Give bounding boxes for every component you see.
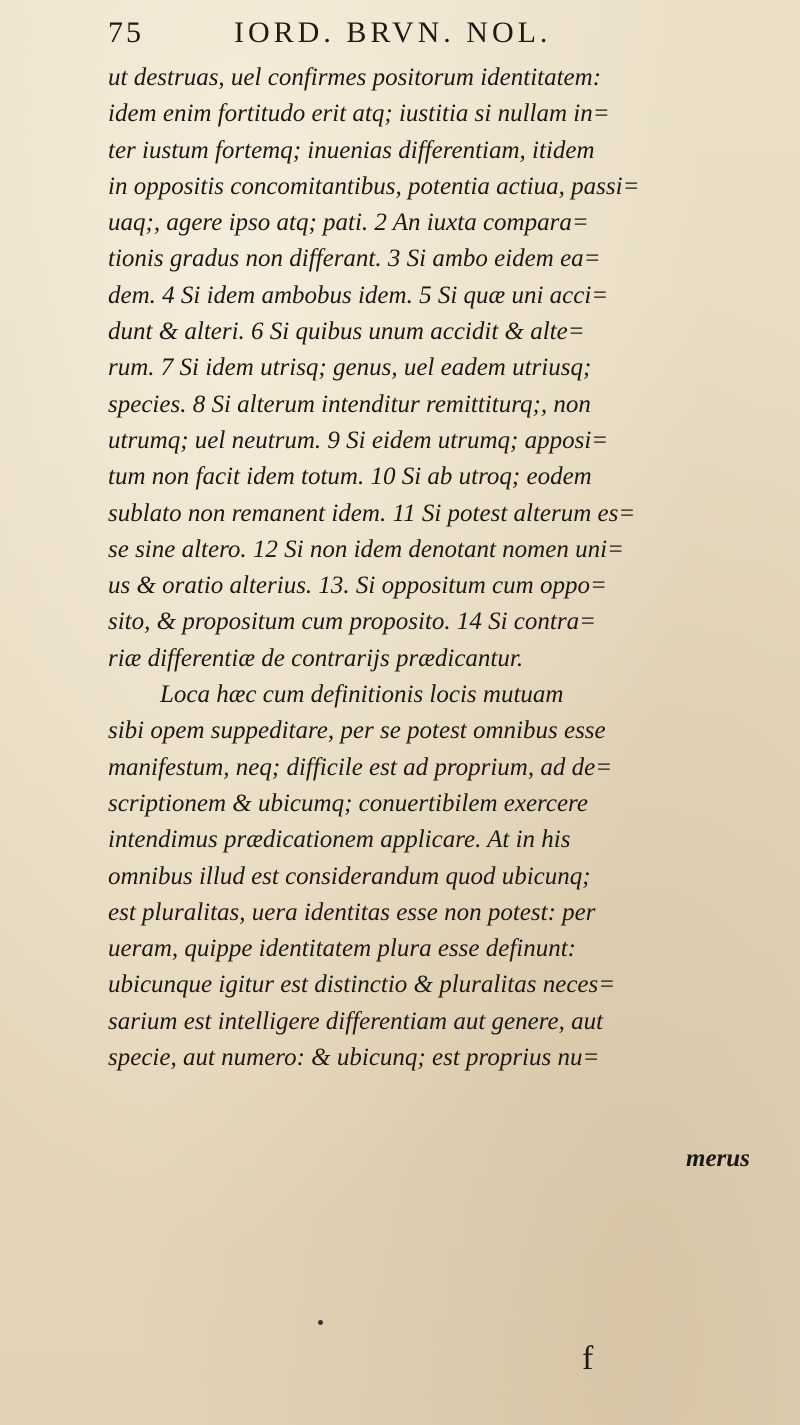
text-line: se sine altero. 12 Si non idem denotant nomen uni= — [108, 535, 624, 563]
text-line: ut destruas, uel confirmes positorum identitatem: — [108, 64, 602, 91]
page-header — [108, 16, 748, 56]
text-line: Loca hæc cum definitionis locis mutuam — [160, 681, 564, 709]
catchword: merus — [686, 1145, 750, 1172]
text-line: riæ differentiæ de contrarijs prædicantur. — [108, 644, 524, 672]
text-line: specie, aut numero: & ubicunq; est proprius nu= — [108, 1044, 600, 1072]
text-line: dem. 4 Si idem ambobus idem. 5 Si quæ uni acci= — [108, 281, 609, 309]
text-line: ueram, quippe identitatem plura esse definunt: — [108, 935, 576, 963]
text-line: rum. 7 Si idem utrisq; genus, uel eadem utriusq; — [108, 354, 592, 382]
text-line: us & oratio alterius. 13. Si oppositum cum oppo= — [108, 572, 607, 600]
text-line: idem enim fortitudo erit atq; iustitia si nullam in= — [108, 100, 610, 128]
ink-speck — [318, 1320, 323, 1325]
text-line: in oppositis concomitantibus, potentia actiua, passi= — [108, 172, 640, 200]
text-line: sublato non remanent idem. 11 Si potest alterum es= — [108, 499, 636, 527]
text-line: ter iustum fortemq; inuenias differentiam, itidem — [108, 136, 595, 164]
text-line: sarium est intelligere differentiam aut genere, aut — [108, 1007, 604, 1035]
text-line: dunt & alteri. 6 Si quibus unum accidit & alte= — [108, 318, 585, 346]
text-line: ubicunque igitur est distinctio & pluralitas neces= — [108, 971, 616, 999]
signature-mark: f — [582, 1340, 594, 1377]
text-line: tionis gradus non differant. 3 Si ambo eidem ea= — [108, 245, 601, 273]
text-line: uaq;, agere ipso atq; pati. 2 An iuxta compara= — [108, 209, 589, 237]
text-line: scriptionem & ubicumq; conuertibilem exercere — [108, 789, 588, 817]
text-line: sibi opem suppeditare, per se potest omnibus esse — [108, 717, 606, 745]
page-number: 75 — [108, 16, 144, 49]
text-line: intendimus prædicationem applicare. At in his — [108, 826, 571, 854]
text-line: omnibus illud est considerandum quod ubicunq; — [108, 862, 591, 890]
text-line: sito, & propositum cum proposito. 14 Si contra= — [108, 608, 596, 636]
body-text — [108, 60, 788, 1076]
text-line: est pluralitas, uera identitas esse non potest: per — [108, 898, 596, 926]
text-line: tum non facit idem totum. 10 Si ab utroq; eodem — [108, 463, 592, 491]
text-line: utrumq; uel neutrum. 9 Si eidem utrumq; apposi= — [108, 426, 609, 454]
text-line: species. 8 Si alterum intenditur remittiturq;, non — [108, 390, 591, 418]
text-line: manifestum, neq; difficile est ad proprium, ad de= — [108, 753, 613, 781]
running-title: IORD. BRVN. NOL. — [234, 16, 552, 49]
